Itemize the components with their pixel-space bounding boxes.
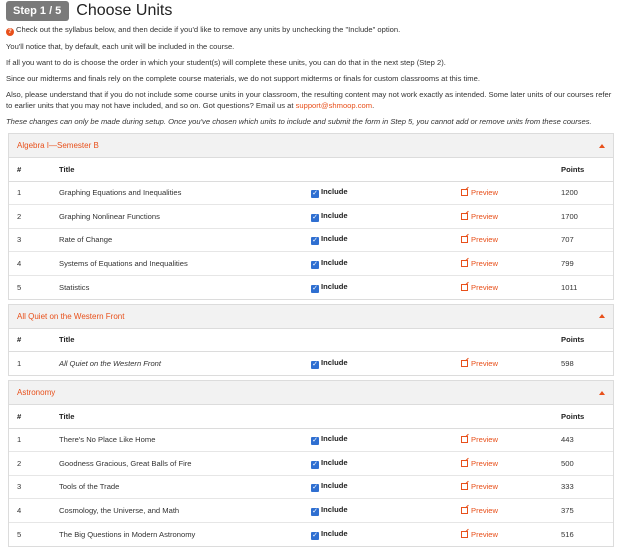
unit-number: 1 — [17, 435, 22, 445]
preview-label[interactable]: Preview — [471, 505, 499, 515]
unit-title: Graphing Nonlinear Functions — [59, 205, 311, 229]
include-label[interactable]: Include — [321, 257, 348, 267]
preview-label[interactable]: Preview — [471, 258, 499, 268]
col-points: Points — [561, 405, 613, 428]
unit-points: 1200 — [561, 188, 578, 198]
preview-link[interactable] — [461, 252, 561, 276]
preview-label[interactable]: Preview — [471, 529, 499, 539]
unit-number: 3 — [9, 228, 59, 252]
include-checkbox[interactable] — [311, 352, 461, 376]
col-points: Points — [561, 158, 613, 181]
table-row — [9, 252, 613, 276]
preview-label[interactable]: Preview — [471, 359, 499, 368]
instructions — [6, 24, 616, 127]
step-badge: Step 1 / 5 — [6, 1, 69, 21]
include-label[interactable]: Include — [321, 457, 348, 467]
unit-title: All Quiet on the Western Front — [59, 359, 162, 368]
checkbox-checked-icon[interactable]: ✓ — [312, 531, 318, 539]
col-include — [311, 405, 461, 428]
unit-points: 333 — [561, 475, 613, 499]
col-num: # — [9, 405, 59, 428]
table-header-row — [9, 329, 613, 352]
external-link-icon[interactable] — [461, 460, 468, 467]
external-link-icon[interactable] — [461, 360, 468, 367]
preview-link[interactable] — [461, 228, 561, 252]
caret-up-icon[interactable] — [599, 144, 605, 148]
instruction-4: Since our midterms and finals rely on the complete course materials, we do not support midterms or finals for custom classrooms at this time. — [6, 74, 480, 83]
unit-number: 1 — [17, 359, 22, 368]
unit-number: 1 — [17, 188, 22, 198]
include-checkbox[interactable] — [311, 452, 461, 476]
preview-link[interactable] — [461, 499, 561, 523]
support-email-link[interactable]: support@shmoop.com — [295, 101, 373, 110]
unit-points: 443 — [561, 435, 574, 445]
checkbox-checked-icon[interactable]: ✓ — [312, 484, 318, 492]
col-preview — [461, 329, 561, 352]
include-label[interactable]: Include — [321, 358, 348, 367]
col-title: Title — [59, 158, 311, 181]
unit-number: 5 — [9, 275, 59, 299]
preview-link[interactable] — [461, 522, 561, 546]
preview-label[interactable]: Preview — [471, 235, 499, 245]
table-header-row — [9, 405, 613, 428]
section-title[interactable]: Algebra I—Semester B — [17, 141, 99, 150]
unit-title: There's No Place Like Home — [59, 435, 156, 445]
include-checkbox[interactable] — [311, 181, 461, 205]
include-checkbox[interactable] — [311, 228, 461, 252]
table-header-row — [9, 158, 613, 181]
external-link-icon[interactable] — [461, 507, 468, 514]
include-label[interactable]: Include — [321, 187, 348, 197]
include-checkbox[interactable] — [311, 275, 461, 299]
table-row — [9, 475, 613, 499]
checkbox-checked-icon[interactable]: ✓ — [312, 284, 318, 292]
include-checkbox[interactable] — [311, 499, 461, 523]
include-checkbox[interactable] — [311, 475, 461, 499]
col-num: # — [9, 158, 59, 181]
col-include — [311, 329, 461, 352]
instruction-5 — [6, 89, 616, 111]
include-checkbox[interactable] — [311, 252, 461, 276]
instruction-6-text: These changes can only be made during setup. Once you've chosen which units to include and submit the form in Step 5, you cannot add or remove units from these courses. — [6, 117, 592, 126]
unit-points: 799 — [561, 252, 613, 276]
include-checkbox[interactable] — [311, 205, 461, 229]
unit-title: Graphing Equations and Inequalities — [59, 188, 182, 198]
table-row — [9, 181, 613, 205]
caret-up-icon[interactable] — [599, 314, 605, 318]
unit-number: 4 — [9, 252, 59, 276]
unit-points: 375 — [561, 499, 613, 523]
instruction-5-end: . — [372, 101, 375, 110]
section-title[interactable]: Astronomy — [17, 388, 56, 397]
instruction-5-text: Also, please understand that if you do not include some course units in your classroom, the resulting content may not work exactly as intended. Some later units of our courses refer to earlier units that you may not have included, and so on. Got questions? Email us at — [6, 90, 612, 110]
table-row — [9, 452, 613, 476]
include-label[interactable]: Include — [321, 434, 348, 444]
unit-title: Goodness Gracious, Great Balls of Fire — [59, 452, 311, 476]
include-label[interactable]: Include — [321, 210, 348, 220]
section-title[interactable]: All Quiet on the Western Front — [17, 311, 125, 321]
preview-link[interactable] — [461, 428, 561, 452]
include-label[interactable]: Include — [321, 281, 348, 291]
unit-number: 2 — [9, 452, 59, 476]
preview-link[interactable] — [461, 475, 561, 499]
include-checkbox[interactable] — [311, 522, 461, 546]
table-row — [9, 428, 613, 452]
preview-link[interactable] — [461, 352, 561, 376]
col-title: Title — [59, 405, 311, 428]
include-label[interactable]: Include — [321, 234, 348, 244]
external-link-icon[interactable] — [461, 260, 468, 267]
instruction-3: If all you want to do is choose the order in which your student(s) will complete these units, you can do that in the next step (Step 2). — [6, 58, 446, 67]
unit-title: Rate of Change — [59, 228, 311, 252]
unit-points: 1700 — [561, 205, 613, 229]
col-points: Points — [561, 329, 613, 352]
page-title: Choose Units — [76, 2, 173, 19]
caret-up-icon[interactable] — [599, 391, 605, 395]
preview-label[interactable]: Preview — [471, 482, 499, 492]
table-row — [9, 228, 613, 252]
preview-label[interactable]: Preview — [471, 282, 499, 292]
units-table — [9, 405, 613, 546]
checkbox-checked-icon[interactable]: ✓ — [312, 237, 318, 245]
external-link-icon[interactable] — [461, 483, 468, 490]
external-link-icon[interactable] — [461, 436, 468, 443]
unit-sections — [6, 133, 616, 547]
unit-number: 2 — [9, 205, 59, 229]
include-checkbox[interactable] — [311, 428, 461, 452]
unit-points: 516 — [561, 522, 613, 546]
instruction-1-text: Check out the syllabus below, and then decide if you'd like to remove any units by unchecking the "Include" option. — [16, 25, 401, 34]
section-header[interactable] — [9, 305, 613, 329]
table-row — [9, 205, 613, 229]
preview-label[interactable]: Preview — [471, 188, 499, 198]
external-link-icon[interactable] — [461, 284, 468, 291]
unit-title: Statistics — [59, 275, 311, 299]
checkbox-checked-icon[interactable]: ✓ — [312, 507, 318, 515]
checkbox-checked-icon[interactable]: ✓ — [312, 437, 318, 445]
unit-points: 598 — [561, 359, 574, 368]
table-row — [9, 352, 613, 376]
course-section — [8, 304, 614, 377]
checkbox-checked-icon[interactable]: ✓ — [312, 361, 318, 368]
col-num: # — [9, 329, 59, 352]
course-section — [8, 133, 614, 300]
units-table — [9, 158, 613, 299]
include-label[interactable]: Include — [321, 528, 348, 538]
unit-points: 707 — [561, 228, 613, 252]
checkbox-checked-icon[interactable]: ✓ — [312, 460, 318, 468]
external-link-icon[interactable] — [461, 189, 468, 196]
external-link-icon[interactable] — [461, 236, 468, 243]
col-title: Title — [59, 329, 311, 352]
course-section — [8, 380, 614, 547]
unit-title: Cosmology, the Universe, and Math — [59, 499, 311, 523]
external-link-icon[interactable] — [461, 213, 468, 220]
checkbox-checked-icon[interactable]: ✓ — [312, 213, 318, 221]
unit-number: 5 — [9, 522, 59, 546]
preview-link[interactable] — [461, 205, 561, 229]
table-row — [9, 522, 613, 546]
checkbox-checked-icon[interactable]: ✓ — [312, 260, 318, 268]
units-table — [9, 329, 613, 376]
include-label[interactable]: Include — [321, 504, 348, 514]
instruction-1 — [6, 24, 616, 36]
section-header[interactable] — [9, 134, 613, 158]
col-preview — [461, 405, 561, 428]
question-circle-icon: ? — [6, 28, 14, 36]
table-row — [9, 499, 613, 523]
unit-points: 1011 — [561, 275, 613, 299]
preview-link[interactable] — [461, 181, 561, 205]
section-header[interactable] — [9, 381, 613, 405]
preview-label[interactable]: Preview — [471, 435, 499, 445]
preview-link[interactable] — [461, 275, 561, 299]
preview-label[interactable]: Preview — [471, 211, 499, 221]
page-header — [6, 0, 616, 22]
table-row — [9, 275, 613, 299]
col-include — [311, 158, 461, 181]
unit-number: 4 — [9, 499, 59, 523]
preview-label[interactable]: Preview — [471, 458, 499, 468]
unit-title: Tools of the Trade — [59, 475, 311, 499]
external-link-icon[interactable] — [461, 531, 468, 538]
unit-number: 3 — [9, 475, 59, 499]
checkbox-checked-icon[interactable]: ✓ — [312, 190, 318, 198]
preview-link[interactable] — [461, 452, 561, 476]
col-preview — [461, 158, 561, 181]
include-label[interactable]: Include — [321, 481, 348, 491]
unit-title: Systems of Equations and Inequalities — [59, 252, 311, 276]
unit-points: 500 — [561, 452, 613, 476]
unit-title: The Big Questions in Modern Astronomy — [59, 522, 311, 546]
instruction-6 — [6, 116, 616, 127]
instruction-2: You'll notice that, by default, each unit will be included in the course. — [6, 42, 235, 51]
